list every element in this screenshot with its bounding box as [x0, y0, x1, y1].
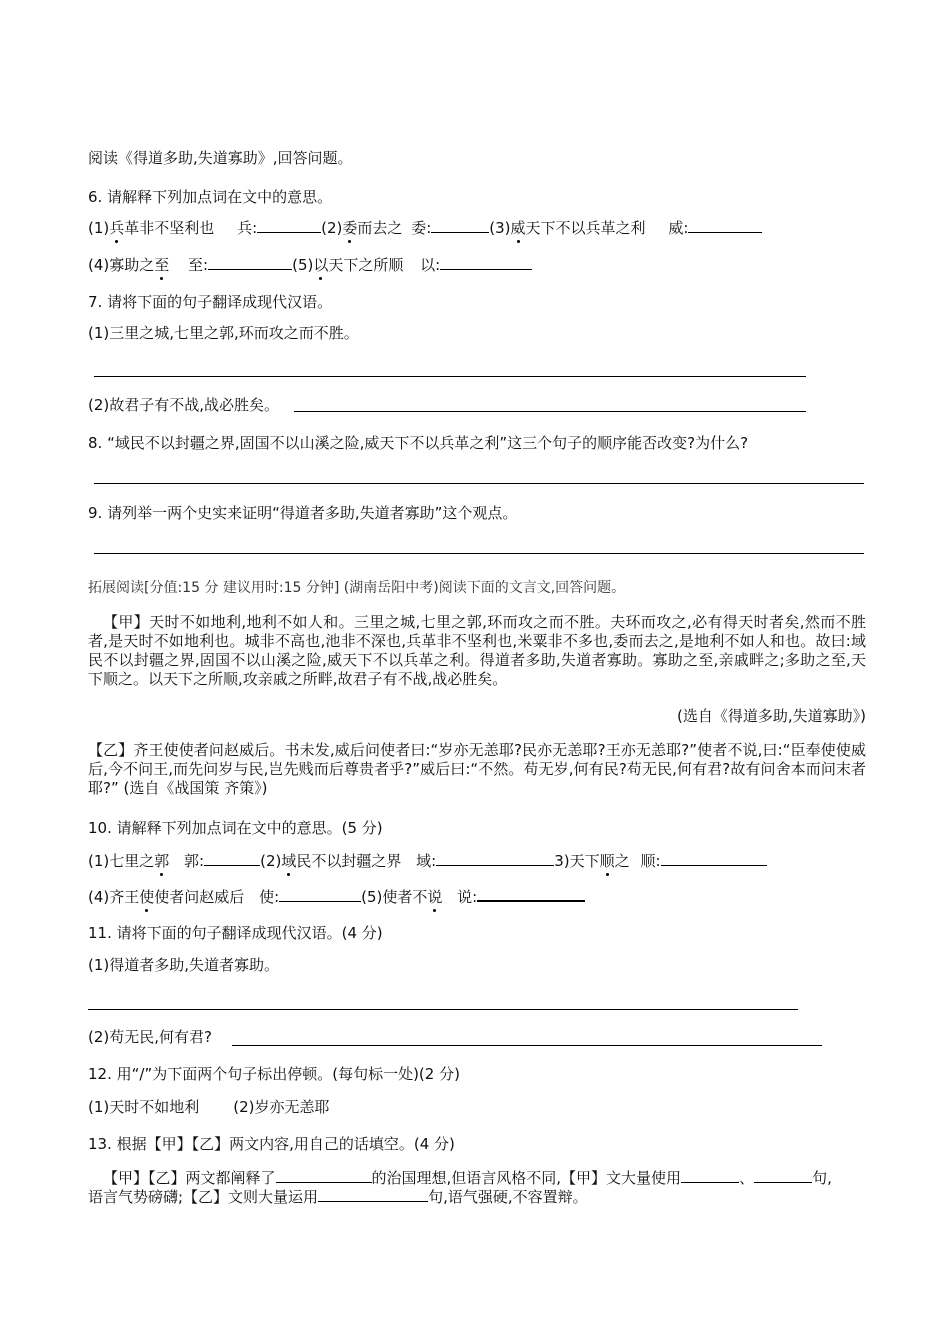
dotted-char: 说	[427, 888, 443, 906]
answer-blank[interactable]	[754, 1168, 812, 1183]
extension-header: 拓展阅读[分值:15 分 建议用时:15 分钟] (湖南岳阳中考)阅读下面的文言文,回答问题。	[88, 580, 626, 596]
answer-line[interactable]	[94, 376, 806, 377]
q13-line2: 语言气势磅礴;【乙】文则大量运用 句,语气强硬,不容置辩。	[88, 1188, 588, 1206]
q12-sentences	[88, 1097, 330, 1117]
dotted-char: 威	[510, 219, 526, 237]
answer-line[interactable]	[88, 1009, 798, 1010]
answer-line[interactable]	[294, 411, 806, 412]
q6-row1: (1)兵革非不坚利也 兵: (2)委而去之 委: (3)威天下不以兵革之利 威:	[88, 218, 762, 238]
dotted-char: 兵	[109, 219, 125, 237]
q10-row2: (4)齐王使使者问赵威后 使: (5)使者不说 说:	[88, 886, 585, 907]
dotted-char: 使	[139, 888, 155, 906]
answer-blank[interactable]	[204, 851, 260, 866]
dotted-char: 至	[154, 256, 170, 274]
answer-blank[interactable]	[440, 255, 532, 270]
q13-title: 13. 根据【甲】【乙】两文内容,用自己的话填空。(4 分)	[88, 1135, 455, 1153]
q11-title: 11. 请将下面的句子翻译成现代汉语。(4 分)	[88, 924, 383, 942]
answer-blank[interactable]	[436, 851, 554, 866]
answer-blank[interactable]	[661, 851, 767, 866]
answer-blank[interactable]	[681, 1168, 739, 1183]
q10-row1: (1)七里之郭 郭: (2)域民不以封疆之界 域: 3)天下顺之 顺:	[88, 851, 767, 871]
q8-title: 8. “域民不以封疆之界,固国不以山溪之险,威天下不以兵革之利”这三个句子的顺序能否改变?为什么?	[88, 434, 749, 452]
answer-line[interactable]	[232, 1045, 822, 1046]
answer-blank[interactable]	[276, 1168, 372, 1183]
q7-sentence-1: (1)三里之城,七里之郭,环而攻之而不胜。	[88, 324, 359, 342]
q12-sentence-2[interactable]: (2)岁亦无恙耶	[233, 1098, 330, 1116]
q13-line1: 【甲】【乙】两文都阐释了 的治国理想,但语言风格不同,【甲】文大量使用 、 句,	[103, 1169, 832, 1187]
answer-blank[interactable]	[318, 1187, 428, 1202]
q7-sentence-2: (2)故君子有不战,战必胜矣。	[88, 396, 280, 414]
reading-instruction: 阅读《得道多助,失道寡助》,回答问题。	[88, 149, 353, 167]
passage-a: 【甲】天时不如地利,地利不如人和。三里之城,七里之郭,环而攻之而不胜。夫环而攻之,必有得天时者矣,然而不胜者,是天时不如地利也。城非不高也,池非不深也,兵革非不坚利也,米粟非不多也,委而去之,是地利不如人和也。故曰:域民不以封疆之界,固国不以山溪之险,威天下不以兵革之利。得道者多助,失道者寡助。寡助之至,亲戚畔之;多助之至,天下顺之。以天下之所顺,攻亲戚之所畔,故君子有不战,战必胜矣。	[88, 613, 866, 688]
answer-line[interactable]	[94, 553, 864, 554]
q7-title: 7. 请将下面的句子翻译成现代汉语。	[88, 293, 333, 311]
q12-title: 12. 用“/”为下面两个句子标出停顿。(每句标一处)(2 分)	[88, 1065, 460, 1083]
q9-title: 9. 请列举一两个史实来证明“得道者多助,失道者寡助”这个观点。	[88, 504, 518, 522]
answer-blank[interactable]	[257, 218, 321, 233]
q6-row2: (4)寡助之至 至: (5)以天下之所顺 以:	[88, 255, 532, 275]
dotted-char: 郭	[154, 852, 170, 870]
q6-title: 6. 请解释下列加点词在文中的意思。	[88, 188, 333, 206]
answer-blank[interactable]	[431, 218, 489, 233]
passage-b: 【乙】齐王使使者问赵威后。书未发,威后问使者曰:“岁亦无恙耶?民亦无恙耶?王亦无恙耶?”使者不说,曰:“臣奉使使威后,今不问王,而先问岁与民,岂先贱而后尊贵者乎?”威后曰:“不然。苟无岁,何有民?苟无民,何有君?故有问舍本而问末者耶?” (选自《战国策 齐策》)	[88, 741, 866, 797]
dotted-char: 域	[281, 852, 297, 870]
q11-sentence-1: (1)得道者多助,失道者寡助。	[88, 956, 280, 974]
passage-a-source: (选自《得道多助,失道寡助》)	[677, 707, 866, 725]
answer-blank[interactable]	[477, 886, 585, 902]
dotted-char: 以	[313, 256, 329, 274]
q12-sentence-1[interactable]: (1)天时不如地利	[88, 1098, 200, 1116]
answer-blank[interactable]	[688, 218, 762, 233]
answer-line[interactable]	[94, 483, 864, 484]
q11-sentence-2: (2)苟无民,何有君?	[88, 1028, 212, 1046]
dotted-char: 委	[342, 219, 358, 237]
answer-blank[interactable]	[208, 255, 292, 270]
dotted-char: 顺	[599, 852, 615, 870]
answer-blank[interactable]	[279, 887, 361, 902]
q10-title: 10. 请解释下列加点词在文中的意思。(5 分)	[88, 819, 383, 837]
